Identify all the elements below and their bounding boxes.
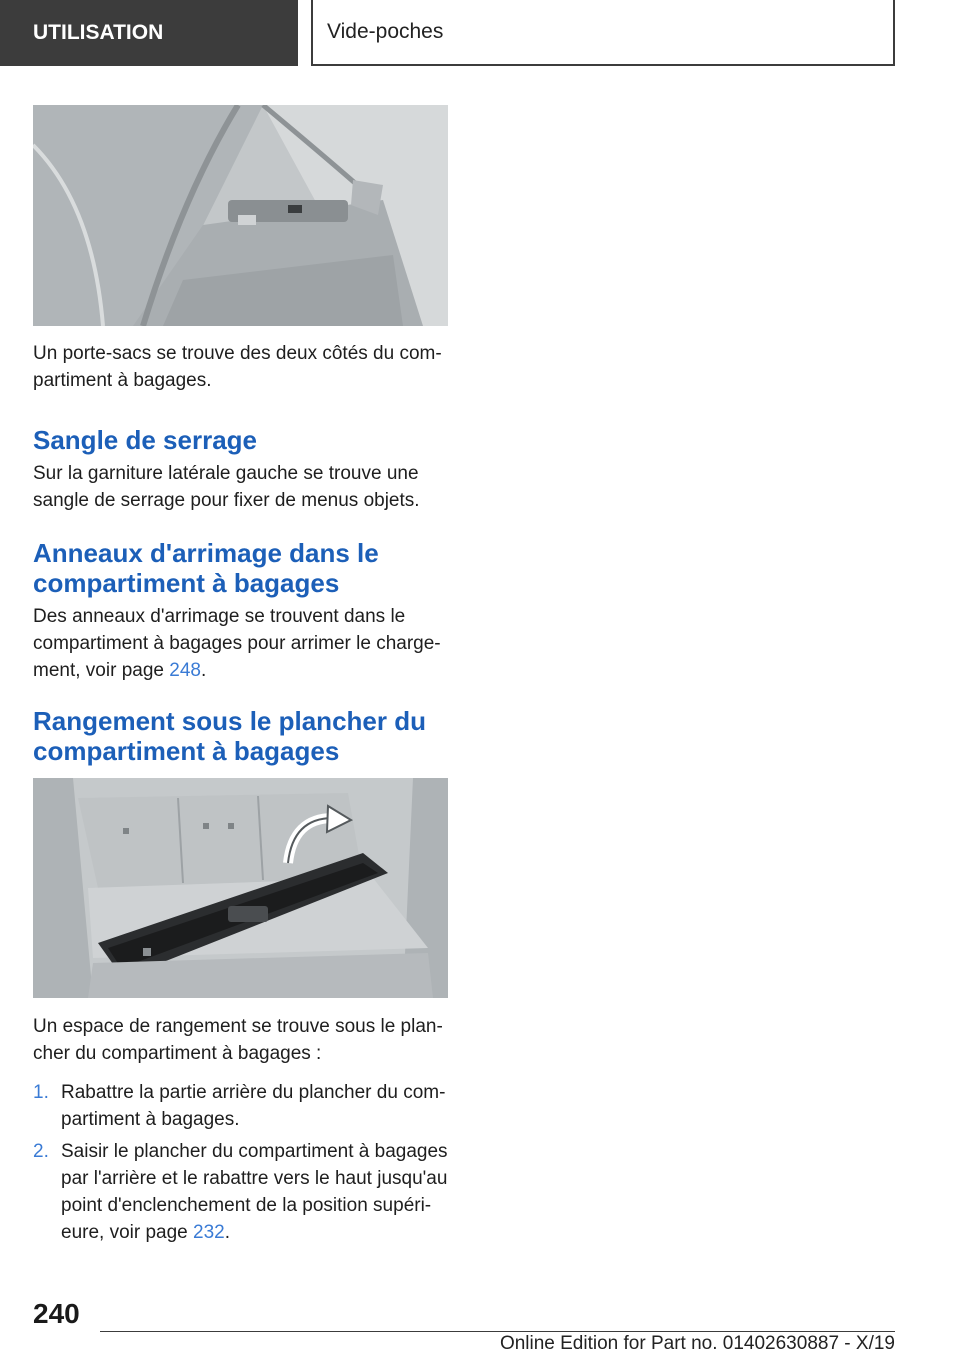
underfloor-storage-illustration bbox=[33, 778, 448, 998]
body-lashing-eyes bbox=[33, 603, 448, 684]
header-page-title: Vide-poches bbox=[327, 20, 444, 43]
step-item bbox=[33, 1138, 448, 1246]
step-number: 2. bbox=[33, 1141, 49, 1162]
page-link-248[interactable]: 248 bbox=[169, 660, 201, 681]
step-text bbox=[61, 1138, 448, 1246]
footer-edition: Online Edition for Part no. 01402630887 - X/19 bbox=[499, 1333, 895, 1354]
trunk-bag-hook-illustration bbox=[33, 105, 448, 326]
caption-underfloor: Un espace de rangement se trouve sous le plan-cher du compartiment à bagages : bbox=[33, 1016, 443, 1064]
figure-underfloor-storage bbox=[33, 778, 448, 998]
caption-bag-hooks: Un porte-sacs se trouve des deux côtés du com-partiment à bagages. bbox=[33, 343, 442, 391]
step-item bbox=[33, 1079, 448, 1133]
footer-divider bbox=[100, 1331, 895, 1332]
figure-bag-hooks bbox=[33, 105, 448, 326]
header-title-tab bbox=[311, 0, 895, 66]
step-text: Rabattre la partie arrière du plancher du com-partiment à bagages. bbox=[61, 1082, 446, 1130]
body-lashing-eyes-text: Des anneaux d'arrimage se trouvent dans le compartiment à bagages pour arrimer le charge-ment, voir page bbox=[33, 606, 441, 681]
header-section-label: UTILISATION bbox=[33, 21, 164, 44]
header-section-tab bbox=[0, 0, 298, 66]
heading-lashing-eyes: Anneaux d'arrimage dans le compartiment à bagages bbox=[33, 538, 379, 598]
body-strap: Sur la garniture latérale gauche se trouve une sangle de serrage pour fixer de menus objets. bbox=[33, 463, 420, 511]
step-number: 1. bbox=[33, 1082, 49, 1103]
page-link-232[interactable]: 232 bbox=[193, 1222, 225, 1243]
heading-strap: Sangle de serrage bbox=[33, 425, 257, 455]
body-lashing-eyes-suffix: . bbox=[200, 660, 207, 681]
step-text-content: Saisir le plancher du compartiment à bagages par l'arrière et le rabattre vers le haut jusqu'au point d'enclenchement de la position supéri-eure, voir page bbox=[61, 1141, 448, 1243]
page-number: 240 bbox=[33, 1298, 80, 1329]
heading-underfloor-storage: Rangement sous le plancher du compartiment à bagages bbox=[33, 706, 426, 766]
step-text-suffix: . bbox=[224, 1222, 231, 1243]
